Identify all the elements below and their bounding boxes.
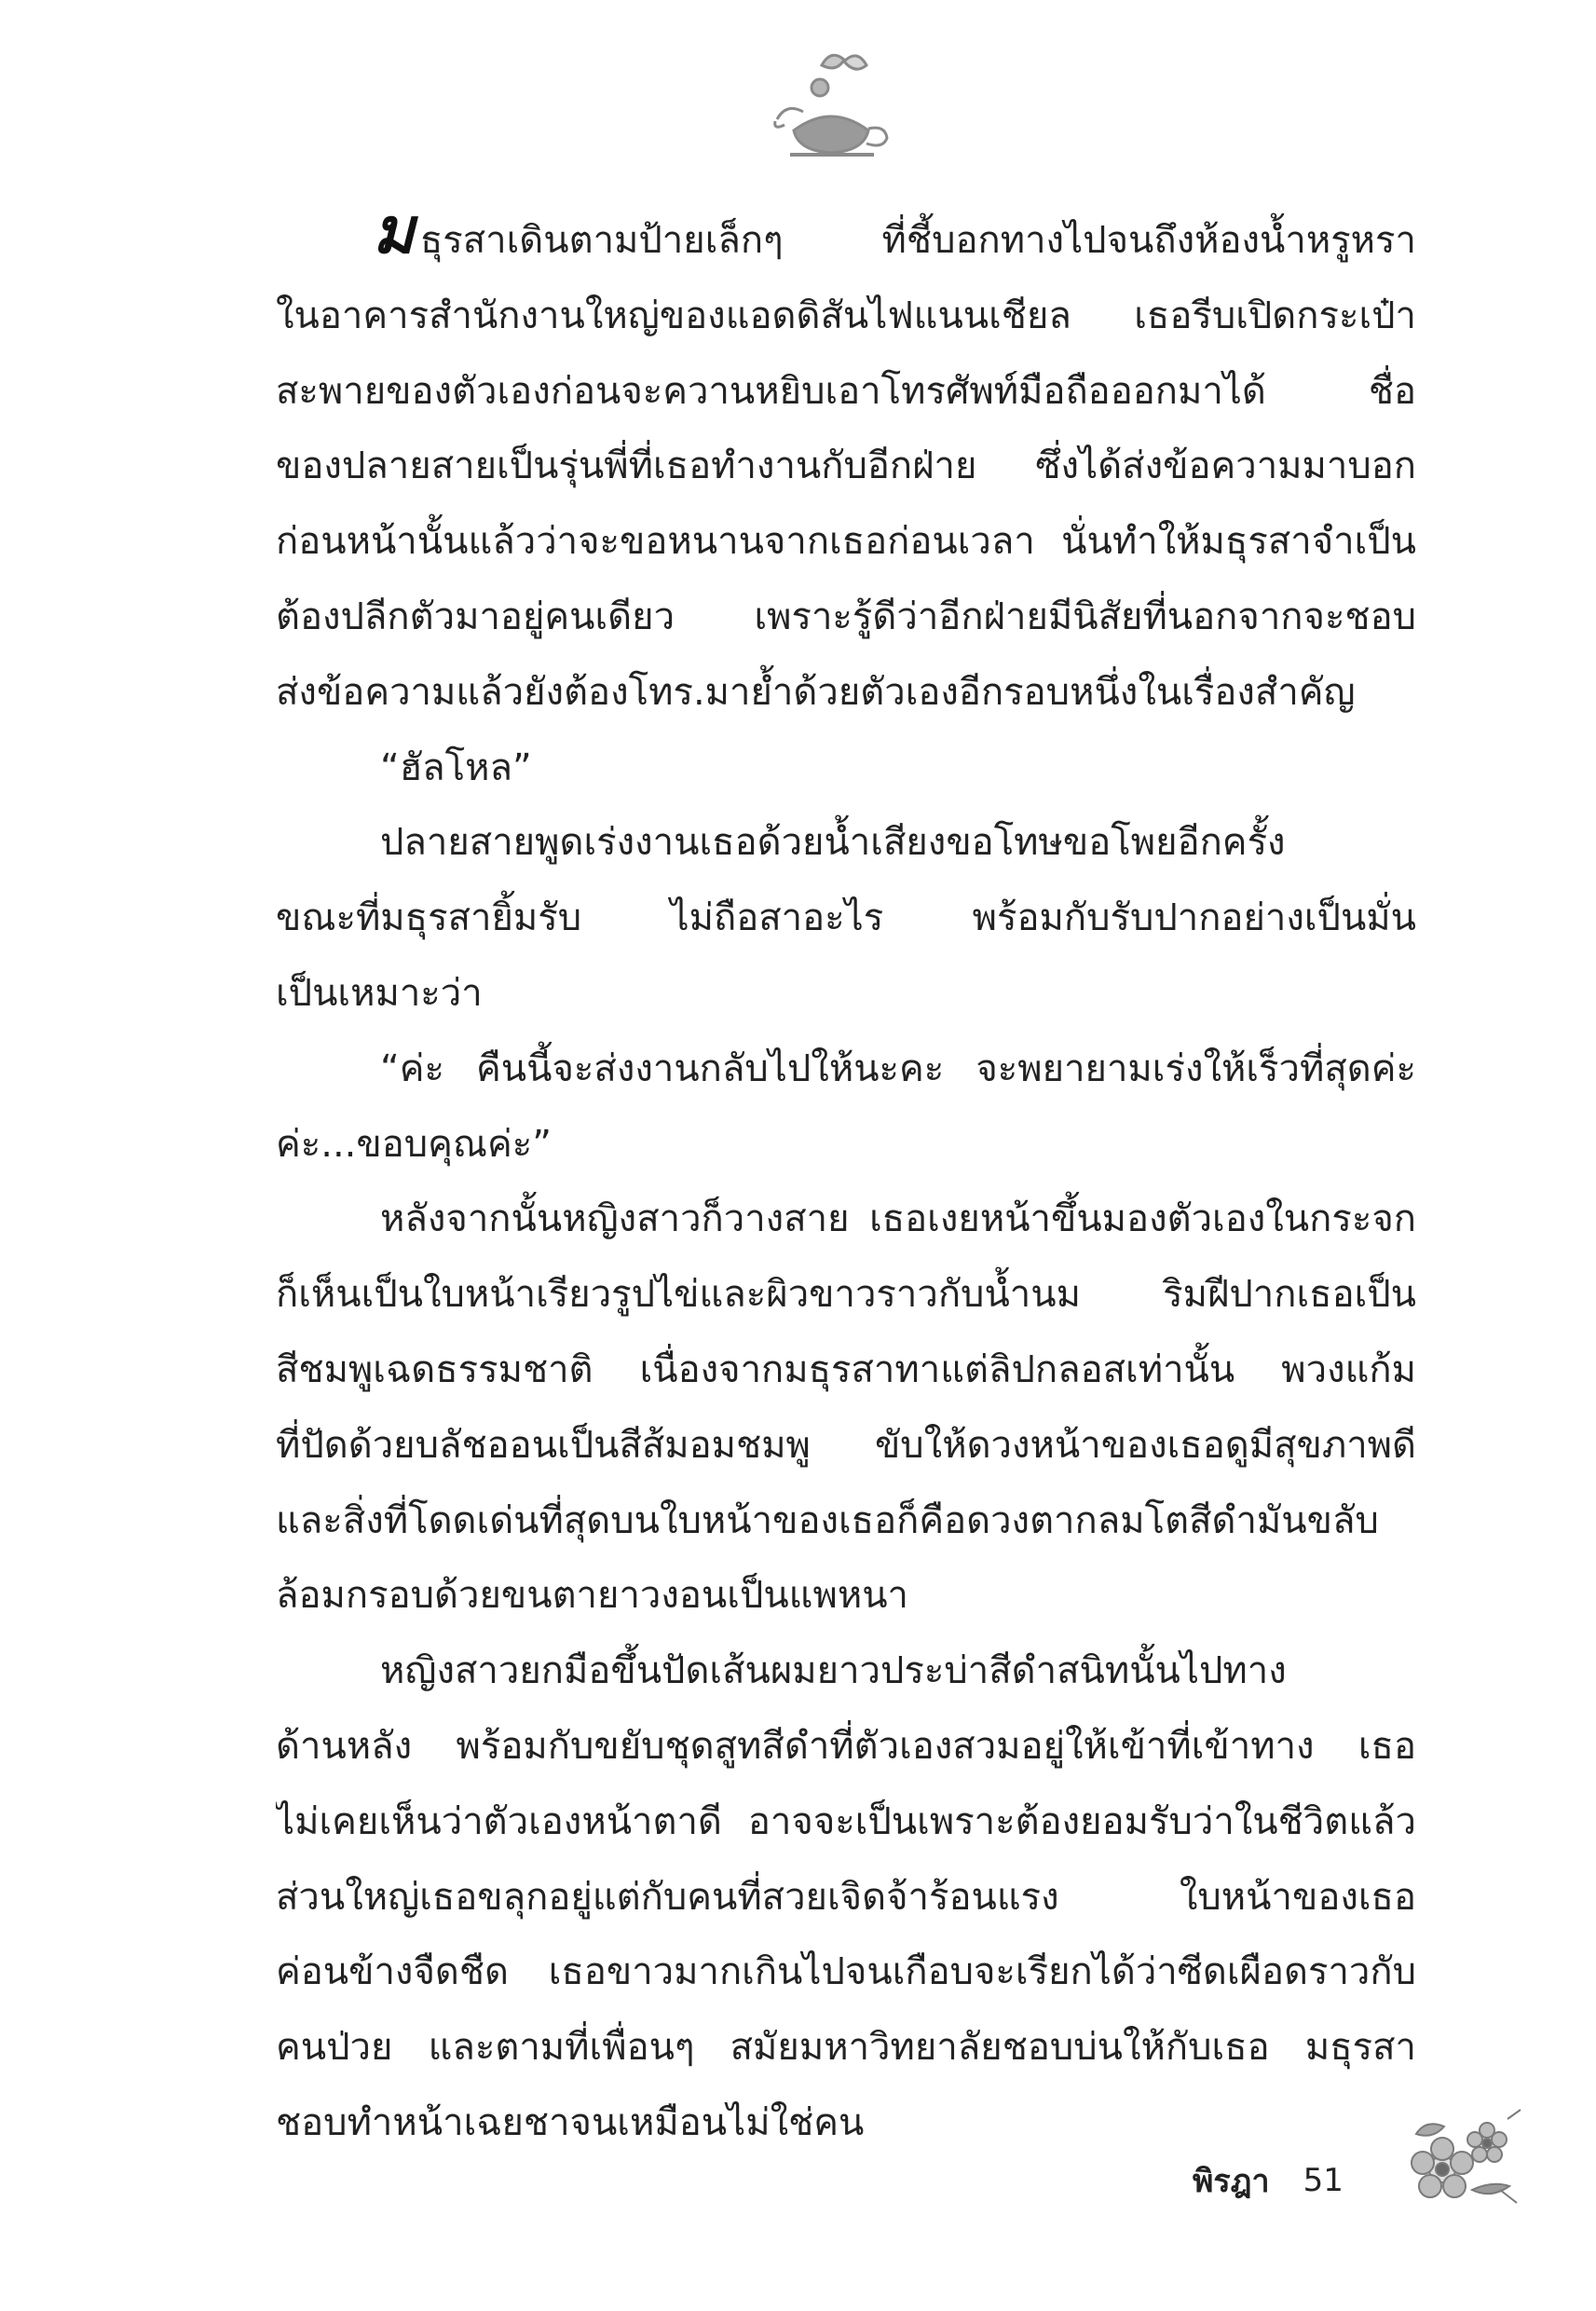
text-line [276, 354, 1416, 430]
page-footer [1193, 2153, 1344, 2208]
text-line [276, 881, 1416, 956]
text-line [276, 1107, 1416, 1183]
text-line-content: และสิ่งที่โดดเด่นที่สุดบนใบหน้าของเธอก็คือดวงตากลมโตสีดำมันขลับ [276, 1498, 1379, 1542]
text-line [276, 580, 1416, 655]
text-line-content: “ค่ะ คืนนี้จะส่งงานกลับไปให้นะคะ จะพยายามเร่งให้เร็วที่สุดค่ะ [380, 1046, 1416, 1090]
author-name: พิรฎา [1193, 2163, 1270, 2200]
text-line-content: หญิงสาวยกมือขึ้นปัดเส้นผมยาวประบ่าสีดำสนิทนั้นไปทาง [380, 1649, 1287, 1693]
text-line [276, 1709, 1416, 1785]
text-line-content: ส่วนใหญ่เธอขลุกอยู่แต่กับคนที่สวยเจิดจ้าร้อนแรง ใบหน้าของเธอ [276, 1875, 1416, 1919]
text-line-content: ด้านหลัง พร้อมกับขยับชุดสูทสีดำที่ตัวเองสวมอยู่ให้เข้าที่เข้าทาง เธอ [276, 1724, 1416, 1768]
text-line-content: ที่ปัดด้วยบลัชออนเป็นสีส้มอมชมพู ขับให้ดวงหน้าของเธอดูมีสุขภาพดี [276, 1423, 1416, 1467]
teapot-cupid-icon [766, 47, 896, 168]
text-line-content: ล้อมกรอบด้วยขนตายาวงอนเป็นแพหนา [276, 1574, 909, 1618]
text-line-content: ไม่เคยเห็นว่าตัวเองหน้าตาดี อาจจะเป็นเพราะต้องยอมรับว่าในชีวิตแล้ว [276, 1799, 1416, 1843]
text-line [276, 731, 1416, 806]
text-line [276, 805, 1416, 881]
flowers-icon [1398, 2097, 1528, 2227]
text-line-content: ค่ะ...ขอบคุณค่ะ” [276, 1122, 552, 1166]
text-line-content: สีชมพูเฉดธรรมชาติ เนื่องจากมธุรสาทาแต่ลิปกลอสเท่านั้น พวงแก้ม [276, 1347, 1416, 1391]
text-line [276, 1860, 1416, 1935]
text-line [276, 2085, 1416, 2161]
text-line-content: เป็นเหมาะว่า [276, 971, 483, 1015]
text-line-content: ค่อนข้างจืดชืด เธอขาวมากเกินไปจนเกือบจะเรียกได้ว่าซีดเผือดราวกับ [276, 1950, 1416, 1994]
text-line-content: ธุรสาเดินตามป้ายเล็กๆ ที่ชี้บอกทางไปจนถึงห้องน้ำหรูหรา [419, 219, 1416, 262]
text-line-content: ปลายสายพูดเร่งงานเธอด้วยน้ำเสียงขอโทษขอโพยอีกครั้ง [380, 821, 1286, 865]
text-line-content: ก็เห็นเป็นใบหน้าเรียวรูปไข่และผิวขาวราวกับน้ำนม ริมฝีปากเธอเป็น [276, 1273, 1416, 1317]
body-text [276, 203, 1416, 2161]
text-line [276, 1634, 1416, 1709]
text-line [276, 1935, 1416, 2010]
text-line [276, 1182, 1416, 1257]
text-line [276, 1785, 1416, 1860]
text-line-content: ชอบทำหน้าเฉยชาจนเหมือนไม่ใช่คน [276, 2100, 865, 2144]
text-line-content: ของปลายสายเป็นรุ่นพี่ที่เธอทำงานกับอีกฝ่าย ซึ่งได้ส่งข้อความมาบอก [276, 444, 1416, 488]
page-number: 51 [1303, 2162, 1344, 2199]
text-line [276, 1558, 1416, 1634]
text-line [276, 655, 1416, 731]
text-line [276, 1484, 1416, 1559]
text-line-content: “ฮัลโหล” [380, 745, 532, 789]
text-line [276, 1408, 1416, 1484]
text-line-content: สะพายของตัวเองก่อนจะควานหยิบเอาโทรศัพท์มือถือออกมาได้ ชื่อ [276, 369, 1416, 413]
text-line-content: ต้องปลีกตัวมาอยู่คนเดียว เพราะรู้ดีว่าอีกฝ่ายมีนิสัยที่นอกจากจะชอบ [276, 595, 1416, 638]
text-line [276, 279, 1416, 354]
text-line [276, 956, 1416, 1032]
text-line [276, 429, 1416, 504]
text-line [276, 2010, 1416, 2085]
text-line-content: หลังจากนั้นหญิงสาวก็วางสาย เธอเงยหน้าขึ้นมองตัวเองในกระจก [380, 1197, 1416, 1241]
text-line [276, 1032, 1416, 1107]
text-line-content: ขณะที่มธุรสายิ้มรับ ไม่ถือสาอะไร พร้อมกับรับปากอย่างเป็นมั่น [276, 896, 1416, 940]
text-line-content: ในอาคารสำนักงานใหญ่ของแอดดิสันไฟแนนเชียล เธอรีบเปิดกระเป๋า [276, 294, 1416, 337]
text-line-content: คนป่วย และตามที่เพื่อนๆ สมัยมหาวิทยาลัยชอบบ่นให้กับเธอ มธุรสา [276, 2026, 1416, 2070]
text-line [276, 504, 1416, 580]
text-line [276, 203, 1416, 279]
text-line-content: ก่อนหน้านั้นแล้วว่าจะขอหนานจากเธอก่อนเวลา นั่นทำให้มธุรสาจำเป็น [276, 520, 1416, 564]
text-line [276, 1257, 1416, 1333]
text-line-content: ส่งข้อความแล้วยังต้องโทร.มาย้ำด้วยตัวเองอีกรอบหนึ่งในเรื่องสำคัญ [276, 670, 1356, 714]
drop-cap: ม [373, 203, 415, 268]
text-line [276, 1333, 1416, 1408]
